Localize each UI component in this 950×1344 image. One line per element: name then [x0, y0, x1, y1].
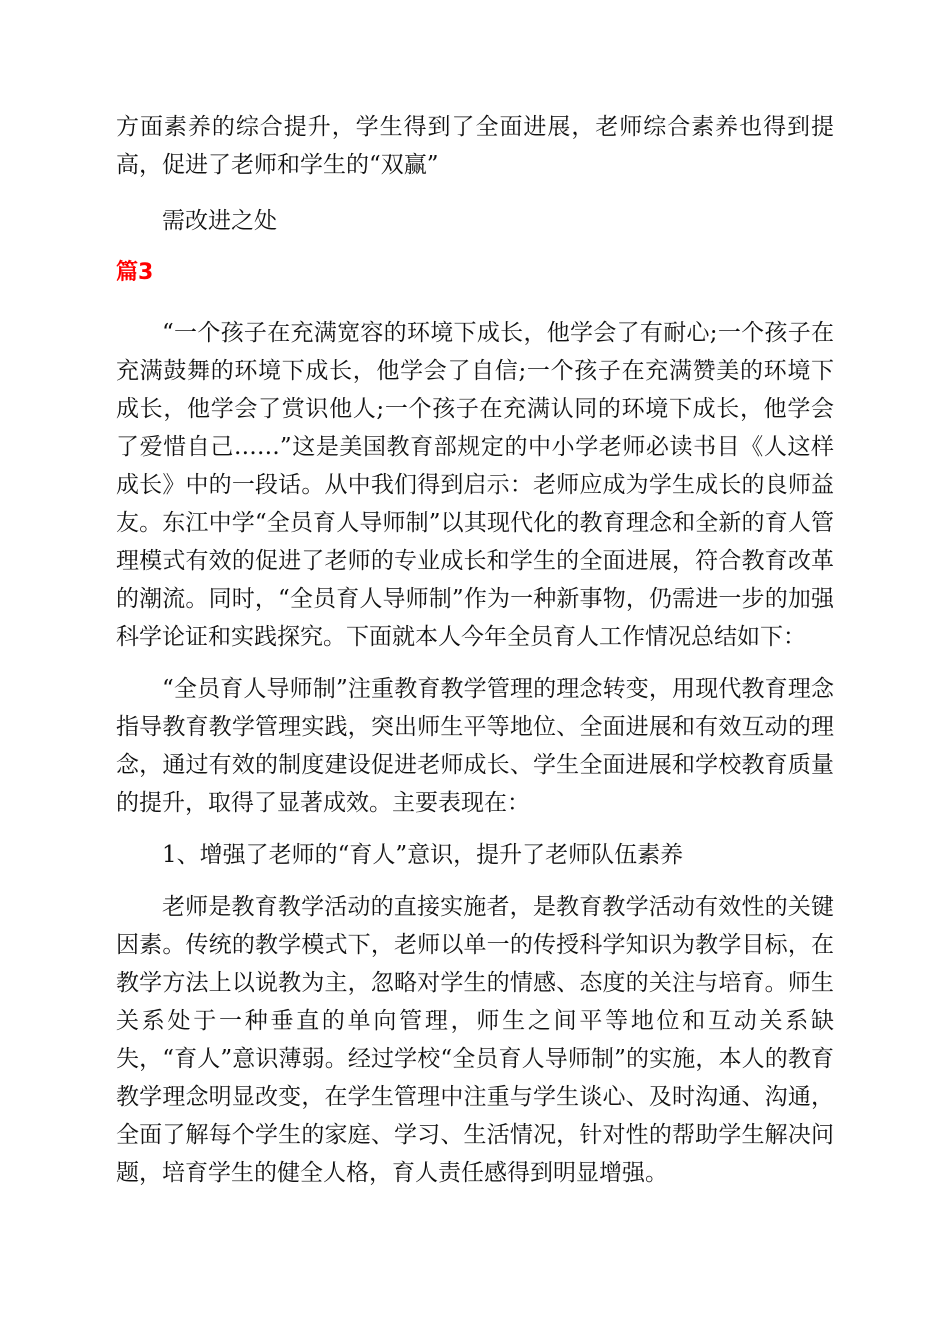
section-heading: 篇3: [116, 260, 154, 285]
document-body: [116, 108, 834, 1192]
paragraph-intro-quote: “一个孩子在充满宽容的环境下成长，他学会了有耐心;一个孩子在充满鼓舞的环境下成长，他学会了自信;一个孩子在充满赞美的环境下成长，他学会了赏识他人;一个孩子在充满认同的环境下成长，他学会了爱惜自己……”这是美国教育部规定的中小学老师必读书目《人这样成长》中的一段话。从中我们得到启示：老师应成为学生成长的良师益友。东江中学“全员育人导师制”以其现代化的教育理念和全新的育人管理模式有效的促进了老师的专业成长和学生的全面进展，符合教育改革的潮流。同时，“全员育人导师制”作为一种新事物，仍需进一步的加强科学论证和实践探究。下面就本人今年全员育人工作情况总结如下：: [116, 320, 834, 650]
paragraph-point-1-body: 老师是教育教学活动的直接实施者，是教育教学活动有效性的关键因素。传统的教学模式下，老师以单一的传授科学知识为教学目标，在教学方法上以说教为主，忽略对学生的情感、态度的关注与培育。师生关系处于一种垂直的单向管理，师生之间平等地位和互动关系缺失，“育人”意识薄弱。经过学校“全员育人导师制”的实施，本人的教育教学理念明显改变，在学生管理中注重与学生谈心、及时沟通、沟通，全面了解每个学生的家庭、学习、生活情况，针对性的帮助学生解决问题，培育学生的健全人格，育人责任感得到明显增强。: [116, 894, 834, 1186]
paragraph-continuation: 方面素养的综合提升，学生得到了全面进展，老师综合素养也得到提高，促进了老师和学生的“双赢”: [116, 114, 834, 178]
paragraph-point-1-title: 1、增强了老师的“育人”意识，提升了老师队伍素养: [162, 842, 684, 868]
paragraph-improvement-label: 需改进之处: [162, 208, 277, 234]
paragraph-mentor-system: “全员育人导师制”注重教育教学管理的理念转变，用现代教育理念指导教育教学管理实践，突出师生平等地位、全面进展和有效互动的理念，通过有效的制度建设促进老师成长、学生全面进展和学校教育质量的提升，取得了显著成效。主要表现在：: [116, 676, 834, 816]
